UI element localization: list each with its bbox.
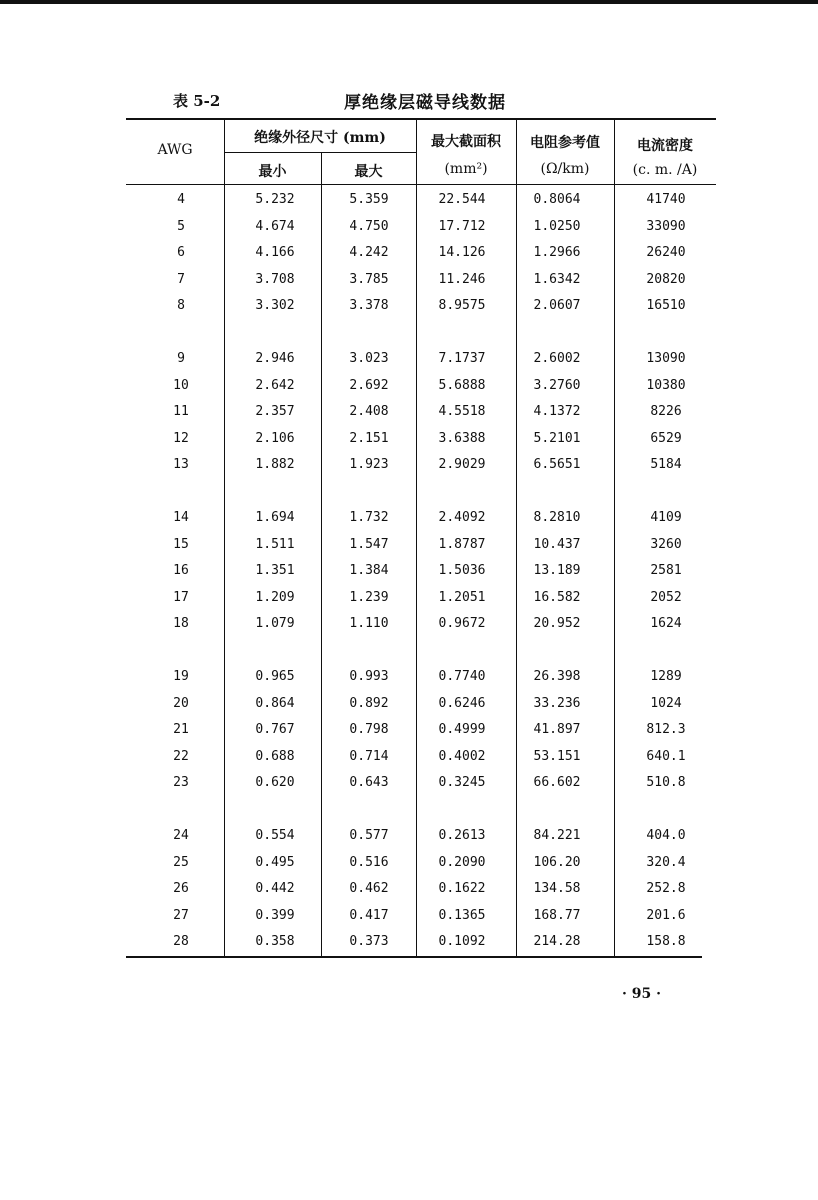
header-diameter-max: 最大 — [354, 164, 383, 180]
header-resistance: 电阻参考值 — [530, 135, 600, 151]
cell-diameter-max: 3.378 — [349, 298, 389, 314]
cell-diameter-min: 0.442 — [255, 881, 295, 897]
cell-diameter-max: 0.373 — [349, 934, 389, 950]
cell-awg: 17 — [173, 589, 189, 605]
table-row — [126, 349, 716, 375]
table-row — [126, 376, 716, 402]
wire-data-table — [126, 118, 716, 968]
cell-resistance: 41.897 — [533, 722, 581, 738]
cell-awg: 8 — [177, 298, 185, 314]
cell-current: 6529 — [650, 430, 682, 446]
cell-resistance: 5.2101 — [533, 430, 581, 446]
cell-diameter-max: 0.516 — [349, 854, 389, 870]
table-row — [126, 296, 716, 322]
cell-area: 3.6388 — [438, 430, 486, 446]
cell-diameter-max: 3.023 — [349, 351, 389, 366]
cell-awg: 20 — [173, 695, 189, 711]
cell-diameter-min: 1.079 — [255, 616, 295, 632]
cell-diameter-min: 0.495 — [255, 854, 295, 870]
header-diameter-group: 绝缘外径尺寸 (mm) — [254, 130, 386, 146]
cell-diameter-max: 4.750 — [349, 218, 389, 234]
cell-awg: 15 — [173, 536, 189, 552]
cell-diameter-min: 2.106 — [255, 430, 295, 446]
cell-current: 8226 — [650, 404, 682, 420]
cell-resistance: 4.1372 — [533, 404, 581, 420]
cell-area: 2.4092 — [438, 510, 486, 525]
cell-current: 41740 — [646, 192, 686, 207]
cell-resistance: 13.189 — [533, 563, 581, 579]
cell-area: 0.7740 — [438, 669, 486, 684]
cell-area: 2.9029 — [438, 457, 486, 473]
cell-diameter-min: 0.688 — [255, 748, 295, 764]
cell-awg: 24 — [173, 828, 189, 843]
cell-diameter-min: 0.399 — [255, 907, 295, 923]
cell-diameter-min: 1.351 — [255, 563, 295, 579]
table-row — [126, 773, 716, 799]
cell-current: 510.8 — [646, 775, 686, 791]
cell-current: 26240 — [646, 245, 686, 261]
cell-current: 2581 — [650, 563, 682, 579]
cell-resistance: 2.0607 — [533, 298, 581, 314]
table-row — [126, 429, 716, 455]
cell-diameter-min: 1.511 — [255, 536, 295, 552]
table-top-rule — [126, 118, 716, 120]
cell-current: 4109 — [650, 510, 682, 525]
cell-area: 1.2051 — [438, 589, 486, 605]
cell-current: 1289 — [650, 669, 682, 684]
header-diameter-min: 最小 — [258, 164, 287, 180]
table-row — [126, 826, 716, 852]
table-row — [126, 535, 716, 561]
cell-area: 5.6888 — [438, 377, 486, 393]
cell-resistance: 10.437 — [533, 536, 581, 552]
cell-diameter-max: 1.547 — [349, 536, 389, 552]
cell-diameter-max: 4.242 — [349, 245, 389, 261]
cell-area: 4.5518 — [438, 404, 486, 420]
cell-diameter-min: 4.674 — [255, 218, 295, 234]
cell-diameter-min: 1.209 — [255, 589, 295, 605]
cell-diameter-max: 2.151 — [349, 430, 389, 446]
cell-diameter-max: 0.462 — [349, 881, 389, 897]
cell-current: 252.8 — [646, 881, 686, 897]
cell-current: 20820 — [646, 271, 686, 287]
cell-resistance: 1.6342 — [533, 271, 581, 287]
cell-diameter-min: 0.358 — [255, 934, 295, 950]
table-row — [126, 561, 716, 587]
cell-diameter-min: 2.357 — [255, 404, 295, 420]
cell-area: 0.4002 — [438, 748, 486, 764]
cell-diameter-min: 1.882 — [255, 457, 295, 473]
cell-awg: 11 — [173, 404, 189, 420]
cell-diameter-max: 1.239 — [349, 589, 389, 605]
header-area-unit: (mm²) — [444, 161, 488, 177]
cell-awg: 28 — [173, 934, 189, 950]
cell-diameter-max: 1.923 — [349, 457, 389, 473]
cell-current: 812.3 — [646, 722, 686, 738]
cell-area: 0.1622 — [438, 881, 486, 897]
cell-diameter-min: 3.708 — [255, 271, 295, 287]
cell-resistance: 16.582 — [533, 589, 581, 605]
cell-current: 3260 — [650, 536, 682, 552]
cell-awg: 9 — [177, 351, 185, 366]
cell-current: 1024 — [650, 695, 682, 711]
cell-diameter-max: 1.732 — [349, 510, 389, 525]
cell-resistance: 66.602 — [533, 775, 581, 791]
cell-current: 16510 — [646, 298, 686, 314]
cell-diameter-max: 0.798 — [349, 722, 389, 738]
cell-area: 0.1092 — [438, 934, 486, 950]
cell-awg: 12 — [173, 430, 189, 446]
cell-awg: 7 — [177, 271, 185, 287]
cell-area: 22.544 — [438, 192, 486, 207]
cell-area: 14.126 — [438, 245, 486, 261]
cell-area: 0.1365 — [438, 907, 486, 923]
table-row — [126, 588, 716, 614]
cell-area: 0.3245 — [438, 775, 486, 791]
cell-awg: 14 — [173, 510, 189, 525]
cell-awg: 5 — [177, 218, 185, 234]
cell-resistance: 84.221 — [533, 828, 581, 843]
table-caption — [126, 86, 716, 116]
cell-area: 8.9575 — [438, 298, 486, 314]
cell-awg: 4 — [177, 192, 185, 207]
table-row — [126, 720, 716, 746]
header-resistance-unit: (Ω/km) — [540, 161, 590, 177]
cell-resistance: 6.5651 — [533, 457, 581, 473]
table-row — [126, 508, 716, 534]
cell-area: 1.8787 — [438, 536, 486, 552]
table-row — [126, 243, 716, 269]
cell-diameter-max: 5.359 — [349, 192, 389, 207]
cell-area: 17.712 — [438, 218, 486, 234]
cell-resistance: 1.2966 — [533, 245, 581, 261]
cell-area: 0.6246 — [438, 695, 486, 711]
cell-resistance: 8.2810 — [533, 510, 581, 525]
cell-awg: 22 — [173, 748, 189, 764]
cell-diameter-max: 0.892 — [349, 695, 389, 711]
cell-area: 1.5036 — [438, 563, 486, 579]
header-current-unit: (c. m. /A) — [632, 162, 698, 178]
cell-awg: 26 — [173, 881, 189, 897]
table-row — [126, 906, 716, 932]
cell-diameter-max: 0.417 — [349, 907, 389, 923]
cell-current: 158.8 — [646, 934, 686, 950]
cell-diameter-min: 0.767 — [255, 722, 295, 738]
table-row — [126, 614, 716, 640]
cell-current: 10380 — [646, 377, 686, 393]
table-row — [126, 694, 716, 720]
cell-diameter-min: 2.642 — [255, 377, 295, 393]
header-bottom-rule — [126, 184, 716, 185]
cell-current: 2052 — [650, 589, 682, 605]
cell-diameter-max: 2.692 — [349, 377, 389, 393]
cell-diameter-max: 0.643 — [349, 775, 389, 791]
cell-resistance: 20.952 — [533, 616, 581, 632]
cell-area: 7.1737 — [438, 351, 486, 366]
top-border-rule — [0, 0, 818, 4]
cell-awg: 13 — [173, 457, 189, 473]
cell-resistance: 0.8064 — [533, 192, 581, 207]
cell-awg: 18 — [173, 616, 189, 632]
cell-current: 5184 — [650, 457, 682, 473]
cell-diameter-min: 5.232 — [255, 192, 295, 207]
cell-awg: 23 — [173, 775, 189, 791]
cell-current: 201.6 — [646, 907, 686, 923]
cell-diameter-min: 4.166 — [255, 245, 295, 261]
cell-diameter-max: 1.110 — [349, 616, 389, 632]
cell-area: 0.2613 — [438, 828, 486, 843]
table-row — [126, 879, 716, 905]
cell-diameter-max: 0.577 — [349, 828, 389, 843]
table-row — [126, 402, 716, 428]
cell-diameter-min: 2.946 — [255, 351, 295, 366]
table-row — [126, 270, 716, 296]
cell-awg: 25 — [173, 854, 189, 870]
cell-current: 320.4 — [646, 854, 686, 870]
cell-current: 13090 — [646, 351, 686, 366]
table-row — [126, 455, 716, 481]
header-area: 最大截面积 — [431, 134, 501, 150]
cell-current: 404.0 — [646, 828, 686, 843]
page-number: · 95 · — [622, 986, 661, 1002]
cell-awg: 16 — [173, 563, 189, 579]
cell-awg: 6 — [177, 245, 185, 261]
cell-awg: 10 — [173, 377, 189, 393]
cell-diameter-min: 0.965 — [255, 669, 295, 684]
cell-diameter-min: 0.554 — [255, 828, 295, 843]
cell-diameter-min: 3.302 — [255, 298, 295, 314]
cell-area: 0.9672 — [438, 616, 486, 632]
cell-resistance: 1.0250 — [533, 218, 581, 234]
cell-current: 640.1 — [646, 748, 686, 764]
cell-area: 0.4999 — [438, 722, 486, 738]
cell-diameter-max: 0.993 — [349, 669, 389, 684]
cell-area: 0.2090 — [438, 854, 486, 870]
table-number: 表 5-2 — [173, 92, 221, 110]
cell-awg: 21 — [173, 722, 189, 738]
cell-resistance: 2.6002 — [533, 351, 581, 366]
table-row — [126, 190, 716, 216]
cell-current: 33090 — [646, 218, 686, 234]
table-row — [126, 932, 716, 958]
cell-diameter-max: 2.408 — [349, 404, 389, 420]
cell-diameter-max: 1.384 — [349, 563, 389, 579]
cell-awg: 27 — [173, 907, 189, 923]
cell-resistance: 214.28 — [533, 934, 581, 950]
cell-diameter-min: 1.694 — [255, 510, 295, 525]
cell-diameter-min: 0.620 — [255, 775, 295, 791]
cell-awg: 19 — [173, 669, 189, 684]
header-awg: AWG — [157, 142, 193, 158]
header-current: 电流密度 — [637, 138, 693, 154]
cell-current: 1624 — [650, 616, 682, 632]
table-row — [126, 217, 716, 243]
cell-diameter-max: 3.785 — [349, 271, 389, 287]
cell-resistance: 26.398 — [533, 669, 581, 684]
cell-resistance: 53.151 — [533, 748, 581, 764]
cell-resistance: 168.77 — [533, 907, 581, 923]
cell-resistance: 33.236 — [533, 695, 581, 711]
cell-resistance: 106.20 — [533, 854, 581, 870]
cell-diameter-max: 0.714 — [349, 748, 389, 764]
table-row — [126, 853, 716, 879]
cell-resistance: 134.58 — [533, 881, 581, 897]
cell-diameter-min: 0.864 — [255, 695, 295, 711]
cell-area: 11.246 — [438, 271, 486, 287]
table-row — [126, 747, 716, 773]
cell-resistance: 3.2760 — [533, 377, 581, 393]
table-row — [126, 667, 716, 693]
table-title: 厚绝缘层磁导线数据 — [344, 93, 506, 113]
